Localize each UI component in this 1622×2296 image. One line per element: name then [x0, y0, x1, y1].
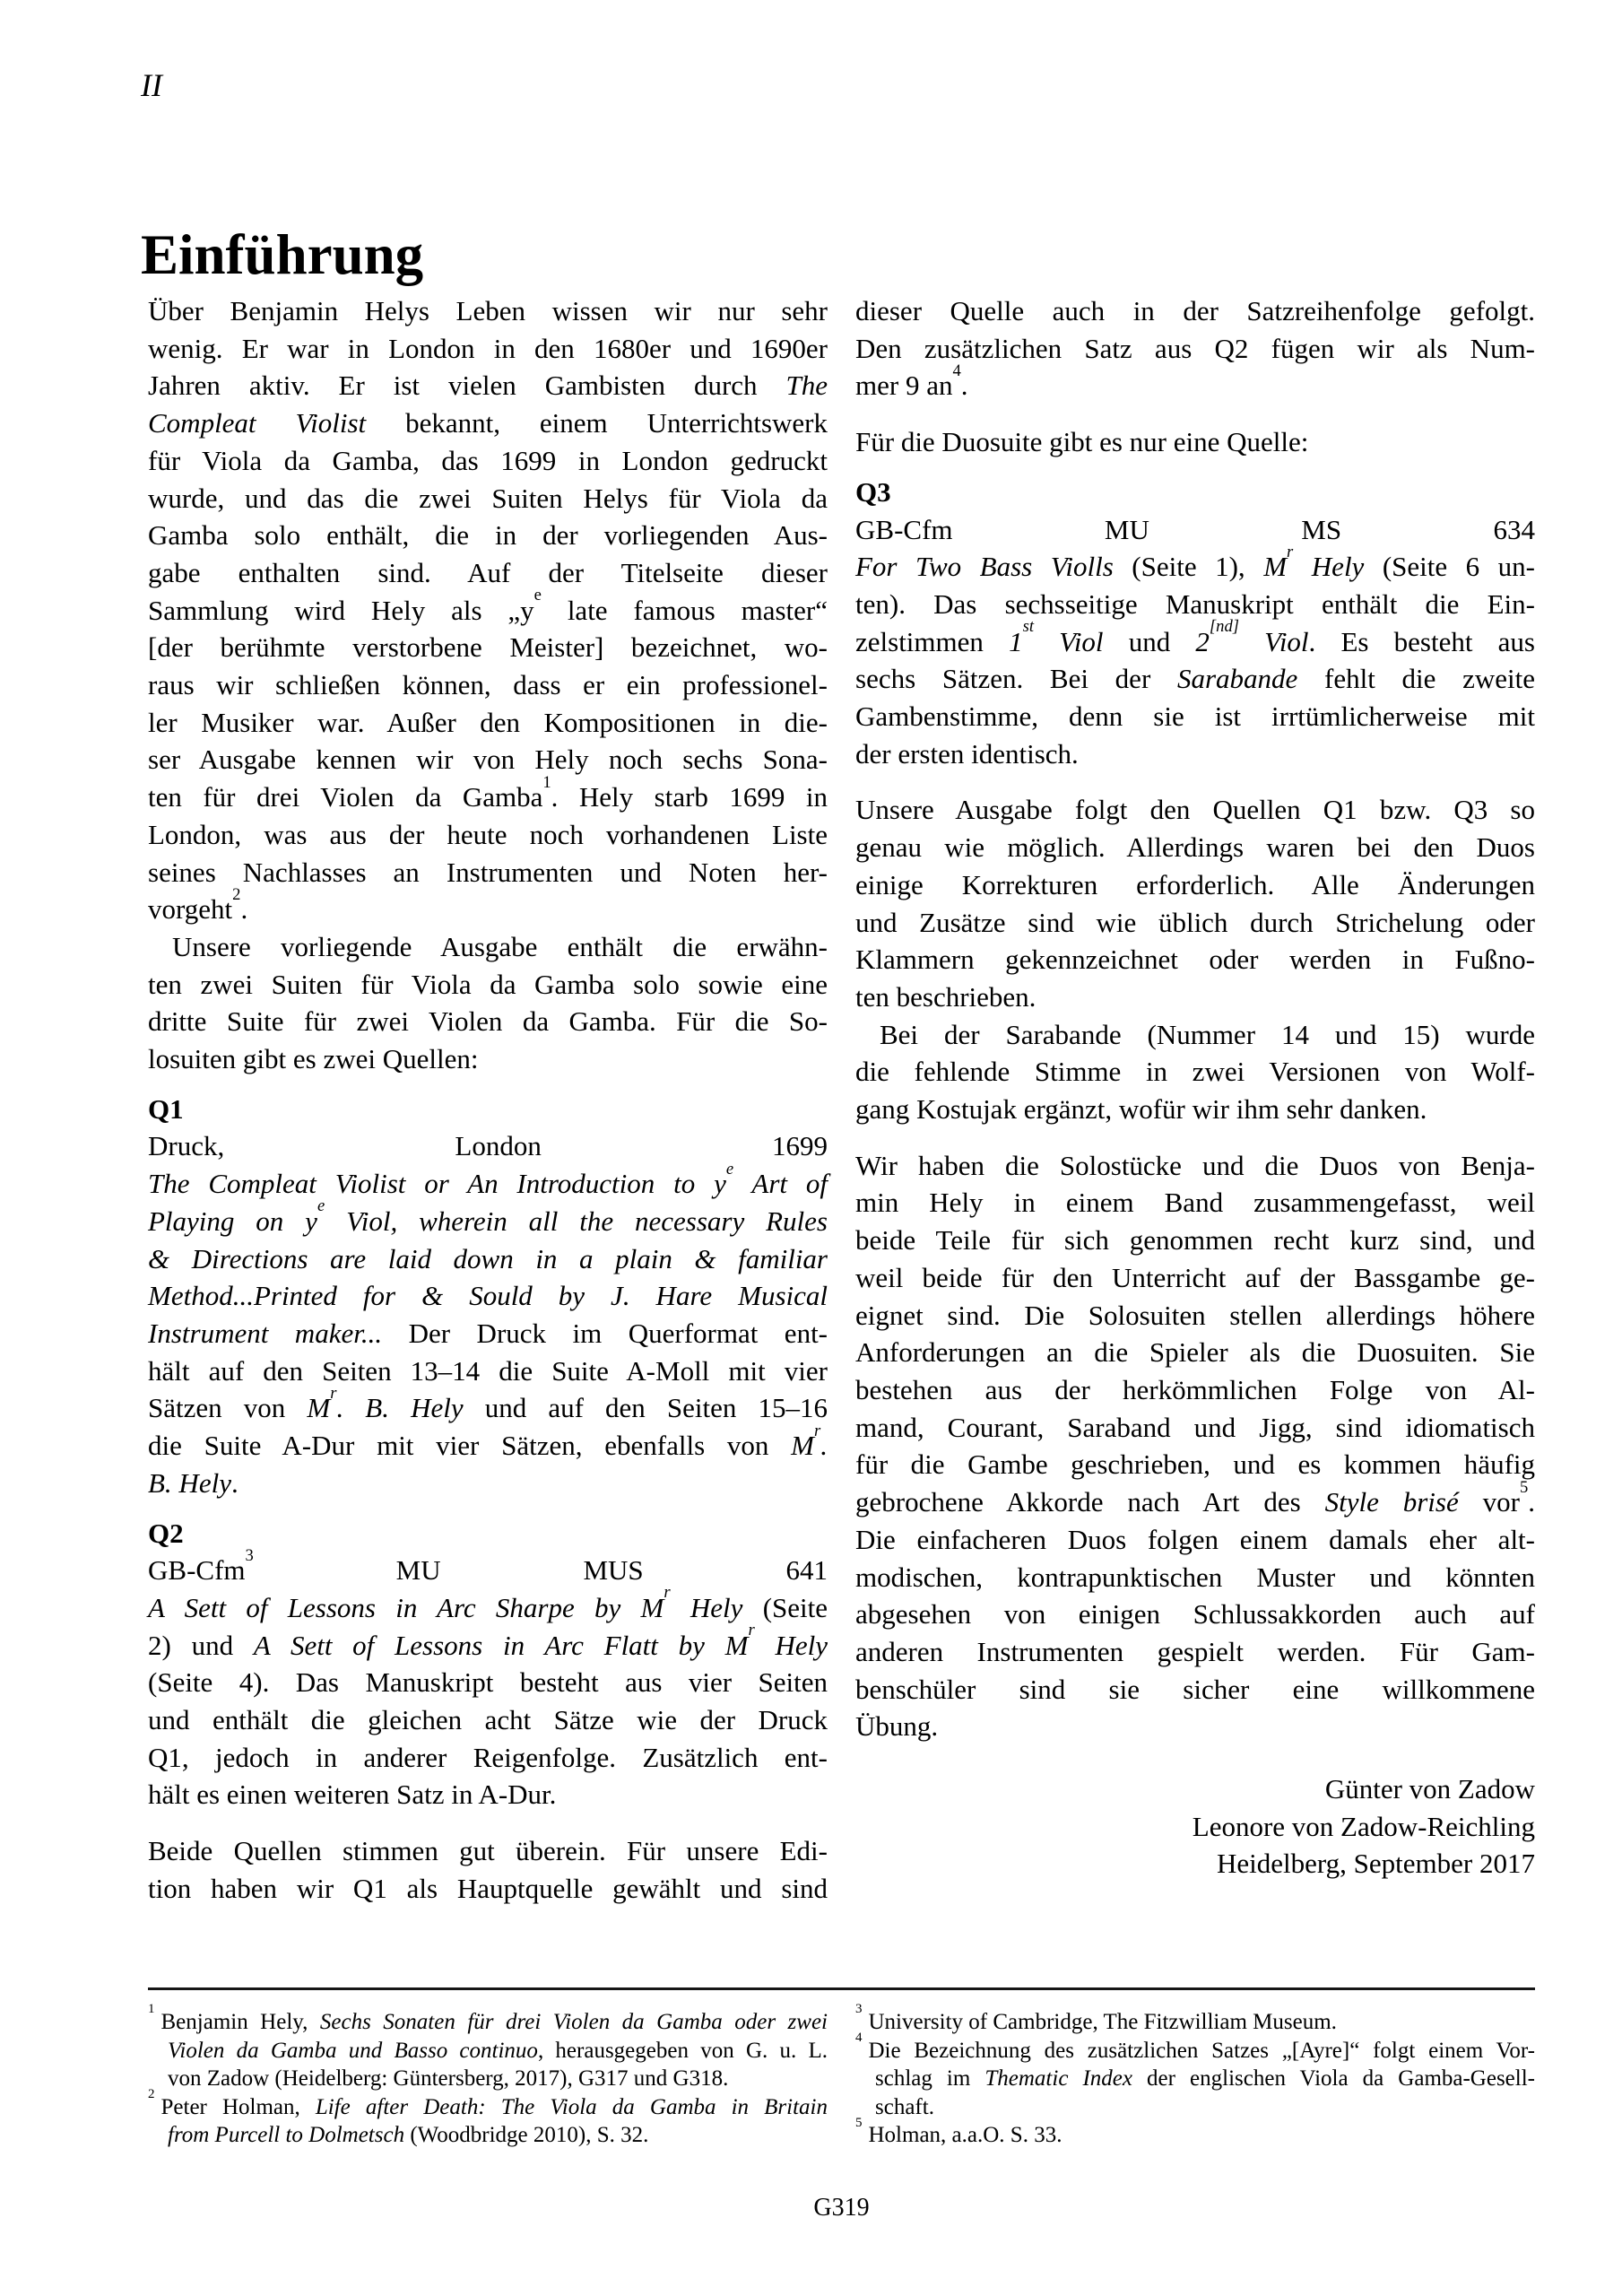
text-segment: Leonore von Zadow-Reichling [1192, 1810, 1535, 1842]
text-segment: Über Benjamin Helys Leben wissen wir nur sehr [148, 295, 828, 326]
text-segment: B. Hely [148, 1466, 231, 1499]
footnote [855, 2115, 1535, 2150]
text-segment: The Compleat Violist or An Introduction to y [148, 1168, 726, 1200]
text-segment: dritte Suite für zwei Violen da Gamba. Für die So- [148, 1005, 828, 1038]
plate-number: G319 [813, 2194, 870, 2222]
text-segment: . [820, 1430, 828, 1462]
source-heading: Q1 [148, 1092, 184, 1125]
text-segment: gang Kostujak ergänzt, wofür wir ihm sehr danken. [855, 1093, 1427, 1126]
text-segment: Sätzen von [148, 1392, 308, 1424]
text-segment: Jahren aktiv. Er ist vielen Gambisten durch [148, 370, 786, 402]
two-column-text [148, 292, 1535, 1908]
text-segment: ler Musiker war. Außer den Kompositionen in die- [148, 706, 828, 738]
text-segment: late famous master“ [541, 594, 828, 626]
text-segment: 1 [1009, 625, 1023, 657]
text-segment: fehlt die zweite [1297, 663, 1535, 695]
footnote-separator-rule [148, 1987, 1535, 1990]
text-segment: The [785, 370, 828, 402]
text-segment: (Seite 1), [1113, 551, 1264, 583]
text-segment: & Directions are laid down in a plain & familiar [148, 1242, 828, 1274]
text-line [855, 978, 1535, 1016]
text-line [148, 1277, 828, 1315]
text-line [855, 1053, 1535, 1091]
superscript: r [664, 1583, 671, 1603]
text-segment: einige Korrekturen erforderlich. Alle Änderungen [855, 868, 1535, 900]
text-line [148, 330, 828, 368]
text-segment: raus wir schließen können, dass er ein professionel- [148, 669, 828, 701]
text-segment: M [307, 1392, 331, 1424]
text-line [855, 1297, 1535, 1335]
text-segment: . [960, 370, 968, 402]
text-line [148, 554, 828, 592]
footnote-columns [148, 2002, 1535, 2150]
text-segment: Violen da Gamba und Basso continuo [168, 2038, 538, 2063]
text-segment: beide Teile für sich genommen recht kurz sind, und [855, 1224, 1535, 1257]
text-line [855, 361, 1535, 404]
text-segment: und Zusätze sind wie üblich durch Strichelung oder [855, 906, 1535, 938]
text-line [148, 442, 828, 480]
footnote-line [148, 2037, 828, 2066]
text-segment: (Seite 6 un- [1364, 551, 1536, 583]
text-line [148, 1003, 828, 1040]
text-segment: M [791, 1430, 814, 1462]
footnote-line [148, 2065, 828, 2093]
text-segment: losuiten gibt es zwei Quellen: [148, 1043, 479, 1075]
text-line [855, 735, 1535, 773]
text-line [855, 941, 1535, 978]
text-segment: Klammern gekennzeichnet oder werden in Fußno- [855, 944, 1535, 976]
text-segment: für Viola da Gamba, das 1699 in London gedruckt [148, 444, 828, 476]
superscript: [nd] [1209, 617, 1239, 637]
text-segment: mer 9 an [855, 370, 953, 402]
footnote-line [148, 2121, 828, 2150]
footnotes-right [855, 2002, 1535, 2150]
text-segment: Benjamin Hely, [160, 2010, 320, 2034]
text-segment: dieser Quelle auch in der Satzreihenfolge gefolgt. [855, 295, 1535, 326]
text-segment: 2) und [148, 1629, 254, 1661]
left-column [148, 292, 828, 1908]
paragraph [148, 292, 828, 928]
text-segment: Art of [733, 1168, 828, 1200]
text-segment: Peter Holman, [160, 2094, 316, 2119]
text-segment: . B. Hely [336, 1392, 464, 1424]
text-line [855, 1446, 1535, 1483]
text-segment: (Woodbridge 2010), S. 32. [404, 2123, 649, 2148]
text-line [855, 1845, 1535, 1883]
text-segment: für die Gambe geschrieben, und es kommen häufig [855, 1448, 1535, 1481]
text-line [855, 292, 1535, 330]
text-line [148, 1159, 828, 1203]
text-line [148, 1832, 828, 1870]
text-segment: Gamba solo enthält, die in der vorliegenden Aus- [148, 519, 828, 552]
superscript: 1 [542, 772, 551, 792]
footnote [148, 2002, 828, 2093]
text-segment: anderen Instrumenten gespielt werden. Für Gam- [855, 1635, 1535, 1667]
text-line [855, 1708, 1535, 1745]
text-line [855, 1184, 1535, 1222]
text-segment: , herausgegeben von G. u. L. [537, 2038, 828, 2063]
text-line [148, 1776, 828, 1813]
source-heading: Q3 [855, 475, 891, 508]
paragraph [148, 1545, 828, 1813]
superscript: e [533, 586, 542, 605]
superscript: e [725, 1159, 734, 1178]
text-segment: Method...Printed for & Sould by J. Hare Musical [148, 1280, 828, 1312]
paragraph [148, 928, 828, 1078]
text-segment: A Sett of Lessons in Arc Flatt by M [253, 1629, 749, 1661]
text-line [148, 1739, 828, 1777]
text-segment: Holman, a.a.O. S. 33. [868, 2123, 1063, 2148]
text-line [148, 1465, 828, 1502]
paragraph [855, 791, 1535, 1015]
text-line [855, 660, 1535, 698]
footnote-marker: 1 [148, 2002, 155, 2017]
text-segment: vor [1458, 1486, 1520, 1518]
text-line [148, 816, 828, 854]
text-segment: For Two Bass Violls [855, 551, 1114, 583]
text-line [148, 1040, 828, 1078]
text-segment: der ersten identisch. [855, 737, 1079, 770]
text-segment: Druck, London 1699 [148, 1130, 828, 1162]
text-segment: . [1528, 1486, 1536, 1518]
footnote-marker: 4 [855, 2031, 863, 2046]
folio-page-number: II [141, 67, 162, 103]
text-line [855, 698, 1535, 735]
text-segment: sechs Sätzen. Bei der [855, 663, 1177, 695]
text-line [148, 517, 828, 554]
text-segment: und [1103, 625, 1196, 657]
text-segment: Hely [670, 1591, 743, 1623]
footnotes-left [148, 2002, 828, 2150]
text-segment: Playing on y [148, 1205, 317, 1237]
text-line [855, 423, 1535, 461]
footnote-line [855, 2093, 1535, 2122]
footnote-marker: 2 [148, 2087, 155, 2102]
page-title: Einführung [141, 223, 424, 287]
text-segment: Heidelberg, September 2017 [1217, 1848, 1535, 1880]
superscript: 4 [952, 361, 961, 380]
text-segment: M [1263, 551, 1288, 583]
text-segment: bestehen aus der herkömmlichen Folge von Al- [855, 1373, 1535, 1405]
footnote-line [855, 2115, 1535, 2150]
text-segment: Die Bezeichnung des zusätzlichen Satzes „[Ayre]“ folgt einem Vor- [868, 2038, 1535, 2063]
text-line [148, 741, 828, 778]
text-line [855, 1091, 1535, 1128]
text-line [148, 1240, 828, 1278]
text-line [148, 629, 828, 666]
text-segment: und enthält die gleichen acht Sätze wie der Druck [148, 1704, 828, 1736]
text-segment: Beide Quellen stimmen gut überein. Für unsere Edi- [148, 1835, 828, 1867]
text-segment: . Hely starb 1699 in [551, 781, 828, 813]
text-segment: ten für drei Violen da Gamba [148, 781, 543, 813]
text-line [148, 704, 828, 742]
text-segment: abgesehen von einigen Schlussakkorden auch auf [855, 1598, 1535, 1631]
superscript: 3 [245, 1545, 254, 1565]
paragraph [855, 1147, 1535, 1745]
text-segment: Hely [754, 1629, 828, 1661]
text-line [855, 1596, 1535, 1633]
text-line [855, 542, 1536, 586]
footnote [148, 2087, 828, 2150]
right-column [855, 292, 1535, 1908]
text-line [855, 1521, 1535, 1559]
superscript: 2 [232, 884, 241, 904]
text-line [148, 1583, 828, 1627]
text-segment: Unsere Ausgabe folgt den Quellen Q1 bzw. Q3 so [855, 794, 1535, 826]
text-segment: ten beschrieben. [855, 980, 1037, 1013]
text-segment: Sechs Sonaten für drei Violen da Gamba oder zwei [319, 2010, 828, 2034]
text-line [855, 1371, 1535, 1409]
superscript: r [1287, 542, 1294, 561]
text-segment: Übung. [855, 1710, 939, 1743]
text-line [148, 1352, 828, 1390]
text-segment: Bei der Sarabande (Nummer 14 und 15) wurde [880, 1018, 1535, 1050]
text-segment: der englischen Viola da Gamba-Gesell- [1132, 2066, 1535, 2092]
paragraph [855, 1016, 1535, 1128]
text-segment: A Sett of Lessons in Arc Sharpe by M [148, 1591, 664, 1623]
text-segment: Viol [1239, 625, 1309, 657]
text-segment: Gambenstimme, denn sie ist irrtümlicherweise mit [855, 700, 1535, 733]
footnote-line [855, 2002, 1535, 2037]
text-line [855, 1259, 1535, 1297]
text-line [148, 1545, 828, 1589]
text-segment: die fehlende Stimme in zwei Versionen von Wolf- [855, 1056, 1535, 1088]
text-line [148, 1621, 828, 1665]
footnote-section [148, 1987, 1535, 2150]
footnote-line [855, 2065, 1535, 2093]
text-line [855, 1770, 1535, 1808]
text-segment: modischen, kontrapunktischen Muster und könnten [855, 1561, 1535, 1593]
text-segment: hält es einen weiteren Satz in A-Dur. [148, 1779, 557, 1811]
superscript: e [317, 1196, 325, 1216]
text-line [148, 367, 828, 404]
text-line [148, 586, 828, 630]
text-line [855, 1808, 1535, 1846]
paragraph [148, 1127, 828, 1501]
text-segment: weil beide für den Unterricht auf der Bassgambe ge- [855, 1261, 1535, 1293]
text-segment: ten zwei Suiten für Viola da Gamba solo sowie eine [148, 968, 828, 1000]
text-line [148, 1196, 828, 1240]
superscript: r [748, 1621, 755, 1640]
text-segment: schlag im [875, 2066, 985, 2092]
text-segment: (Seite 4). Das Manuskript besteht aus vier Seiten [148, 1666, 828, 1699]
text-segment: Für die Duosuite gibt es nur eine Quelle: [855, 426, 1309, 458]
text-segment: die Suite A-Dur mit vier Sätzen, ebenfalls von [148, 1430, 792, 1462]
text-line [855, 1671, 1535, 1709]
text-line [855, 866, 1535, 904]
text-line [148, 1870, 828, 1908]
text-line [148, 1383, 828, 1427]
text-line [855, 511, 1535, 549]
footnote-marker: 5 [855, 2115, 863, 2130]
text-segment: mand, Courant, Saraband und Jigg, sind idiomatisch [855, 1411, 1535, 1443]
text-segment: eignet sind. Die Solosuiten stellen allerdings höhere [855, 1299, 1535, 1331]
text-line [148, 1315, 828, 1352]
paragraph [855, 423, 1535, 461]
text-segment: Anforderungen an die Spieler als die Duosuiten. Sie [855, 1336, 1535, 1369]
text-line [148, 666, 828, 704]
text-segment: tion haben wir Q1 als Hauptquelle gewählt und sind [148, 1872, 828, 1904]
text-segment: GB-Cfm [148, 1554, 246, 1587]
text-segment: bekannt, einem Unterrichtswerk [366, 407, 828, 439]
text-segment: MU MUS 641 [253, 1554, 828, 1587]
text-segment: benschüler sind sie sicher eine willkommene [855, 1673, 1535, 1705]
text-segment: University of Cambridge, The Fitzwilliam Museum. [868, 2010, 1337, 2034]
text-line [148, 404, 828, 442]
text-line [855, 1477, 1536, 1521]
text-segment: London, was aus der heute noch vorhandenen Liste [148, 818, 828, 850]
text-segment: Viol [1034, 625, 1104, 657]
text-segment: . [230, 1466, 239, 1499]
text-line [855, 1633, 1535, 1671]
text-line [148, 480, 828, 517]
text-segment: zelstimmen [855, 625, 1010, 657]
text-segment: ten). Das sechsseitige Manuskript enthält die Ein- [855, 587, 1535, 620]
text-line [855, 904, 1535, 942]
text-segment: Compleat Violist [148, 407, 367, 439]
footnote-line [855, 2031, 1535, 2066]
text-segment: Life after Death: The Viola da Gamba in Britain [315, 2094, 828, 2119]
text-segment: hält auf den Seiten 13–14 die Suite A-Moll mit vier [148, 1354, 828, 1387]
text-segment: GB-Cfm MU MS 634 [855, 513, 1535, 545]
text-segment: Die einfacheren Duos folgen einem damals eher alt- [855, 1523, 1535, 1555]
text-segment: Instrument maker... [148, 1317, 383, 1349]
text-segment: . Es besteht aus [1308, 625, 1535, 657]
text-segment: vorgeht [148, 893, 233, 926]
text-segment: von Zadow (Heidelberg: Güntersberg, 2017), G317 und G318. [168, 2066, 729, 2092]
paragraph [855, 511, 1535, 773]
paragraph [855, 292, 1535, 404]
text-segment: ser Ausgabe kennen wir von Hely noch sechs Sona- [148, 744, 828, 776]
footnote-line [148, 2002, 828, 2037]
footnote-marker: 3 [855, 2002, 863, 2017]
text-line [148, 1701, 828, 1739]
text-segment: genau wie möglich. Allerdings waren bei den Duos [855, 831, 1535, 864]
text-line [855, 586, 1535, 623]
text-segment: Sammlung wird Hely als „y [148, 594, 534, 626]
text-line [148, 1421, 828, 1465]
text-segment: (Seite [742, 1591, 828, 1623]
paragraph [148, 1832, 828, 1907]
text-line [855, 1334, 1535, 1371]
text-line [855, 617, 1535, 661]
text-segment: Hely [1293, 551, 1365, 583]
text-segment: Den zusätzlichen Satz aus Q2 fügen wir als Num- [855, 332, 1535, 364]
text-line [148, 772, 828, 816]
text-segment: Unsere vorliegende Ausgabe enthält die erwähn- [172, 930, 828, 962]
footnote [855, 2002, 1535, 2037]
superscript: 5 [1519, 1477, 1529, 1497]
source-heading: Q2 [148, 1517, 184, 1549]
text-segment: . [240, 893, 248, 926]
text-segment: Wir haben die Solostücke und die Duos von Benja- [855, 1149, 1535, 1181]
superscript: st [1022, 617, 1034, 637]
text-segment: wenig. Er war in London in den 1680er und 1690er [148, 332, 828, 364]
text-line [855, 1016, 1535, 1054]
text-segment: gabe enthalten sind. Auf der Titelseite dieser [148, 556, 828, 588]
text-segment: Der Druck im Querformat ent- [382, 1317, 828, 1349]
text-line [855, 791, 1535, 829]
text-segment: 2 [1195, 625, 1210, 657]
text-segment: wurde, und das die zwei Suiten Helys für Viola da [148, 482, 828, 514]
text-segment: Sarabande [1176, 663, 1298, 695]
text-line [855, 1222, 1535, 1259]
text-segment: Q1, jedoch in anderer Reigenfolge. Zusätzlich ent- [148, 1741, 828, 1773]
text-line [148, 1664, 828, 1701]
text-line [855, 1559, 1535, 1596]
text-segment: schaft. [875, 2094, 934, 2119]
text-segment: seines Nachlasses an Instrumenten und Noten her- [148, 856, 828, 888]
text-segment: [der berühmte verstorbene Meister] bezeichnet, wo- [148, 631, 828, 664]
text-line [148, 928, 828, 966]
text-segment: und auf den Seiten 15–16 [463, 1392, 828, 1424]
text-line [148, 292, 828, 330]
text-line [148, 884, 828, 928]
text-line [855, 1147, 1535, 1185]
text-segment: gebrochene Akkorde nach Art des [855, 1486, 1325, 1518]
text-segment: min Hely in einem Band zusammengefasst, weil [855, 1187, 1535, 1219]
text-line [148, 854, 828, 891]
text-segment: from Purcell to Dolmetsch [168, 2123, 405, 2148]
text-segment: Günter von Zadow [1324, 1773, 1535, 1805]
signature-block [855, 1770, 1535, 1883]
text-line [855, 829, 1535, 866]
footnote [855, 2031, 1535, 2122]
text-segment: Thematic Index [984, 2066, 1132, 2092]
text-line [855, 1409, 1535, 1447]
text-segment: Style brisé [1324, 1486, 1459, 1518]
text-line [148, 966, 828, 1004]
superscript: r [330, 1383, 337, 1403]
footnote-line [148, 2087, 828, 2122]
text-segment: Viol, wherein all the necessary Rules [325, 1205, 828, 1237]
superscript: r [814, 1421, 821, 1440]
